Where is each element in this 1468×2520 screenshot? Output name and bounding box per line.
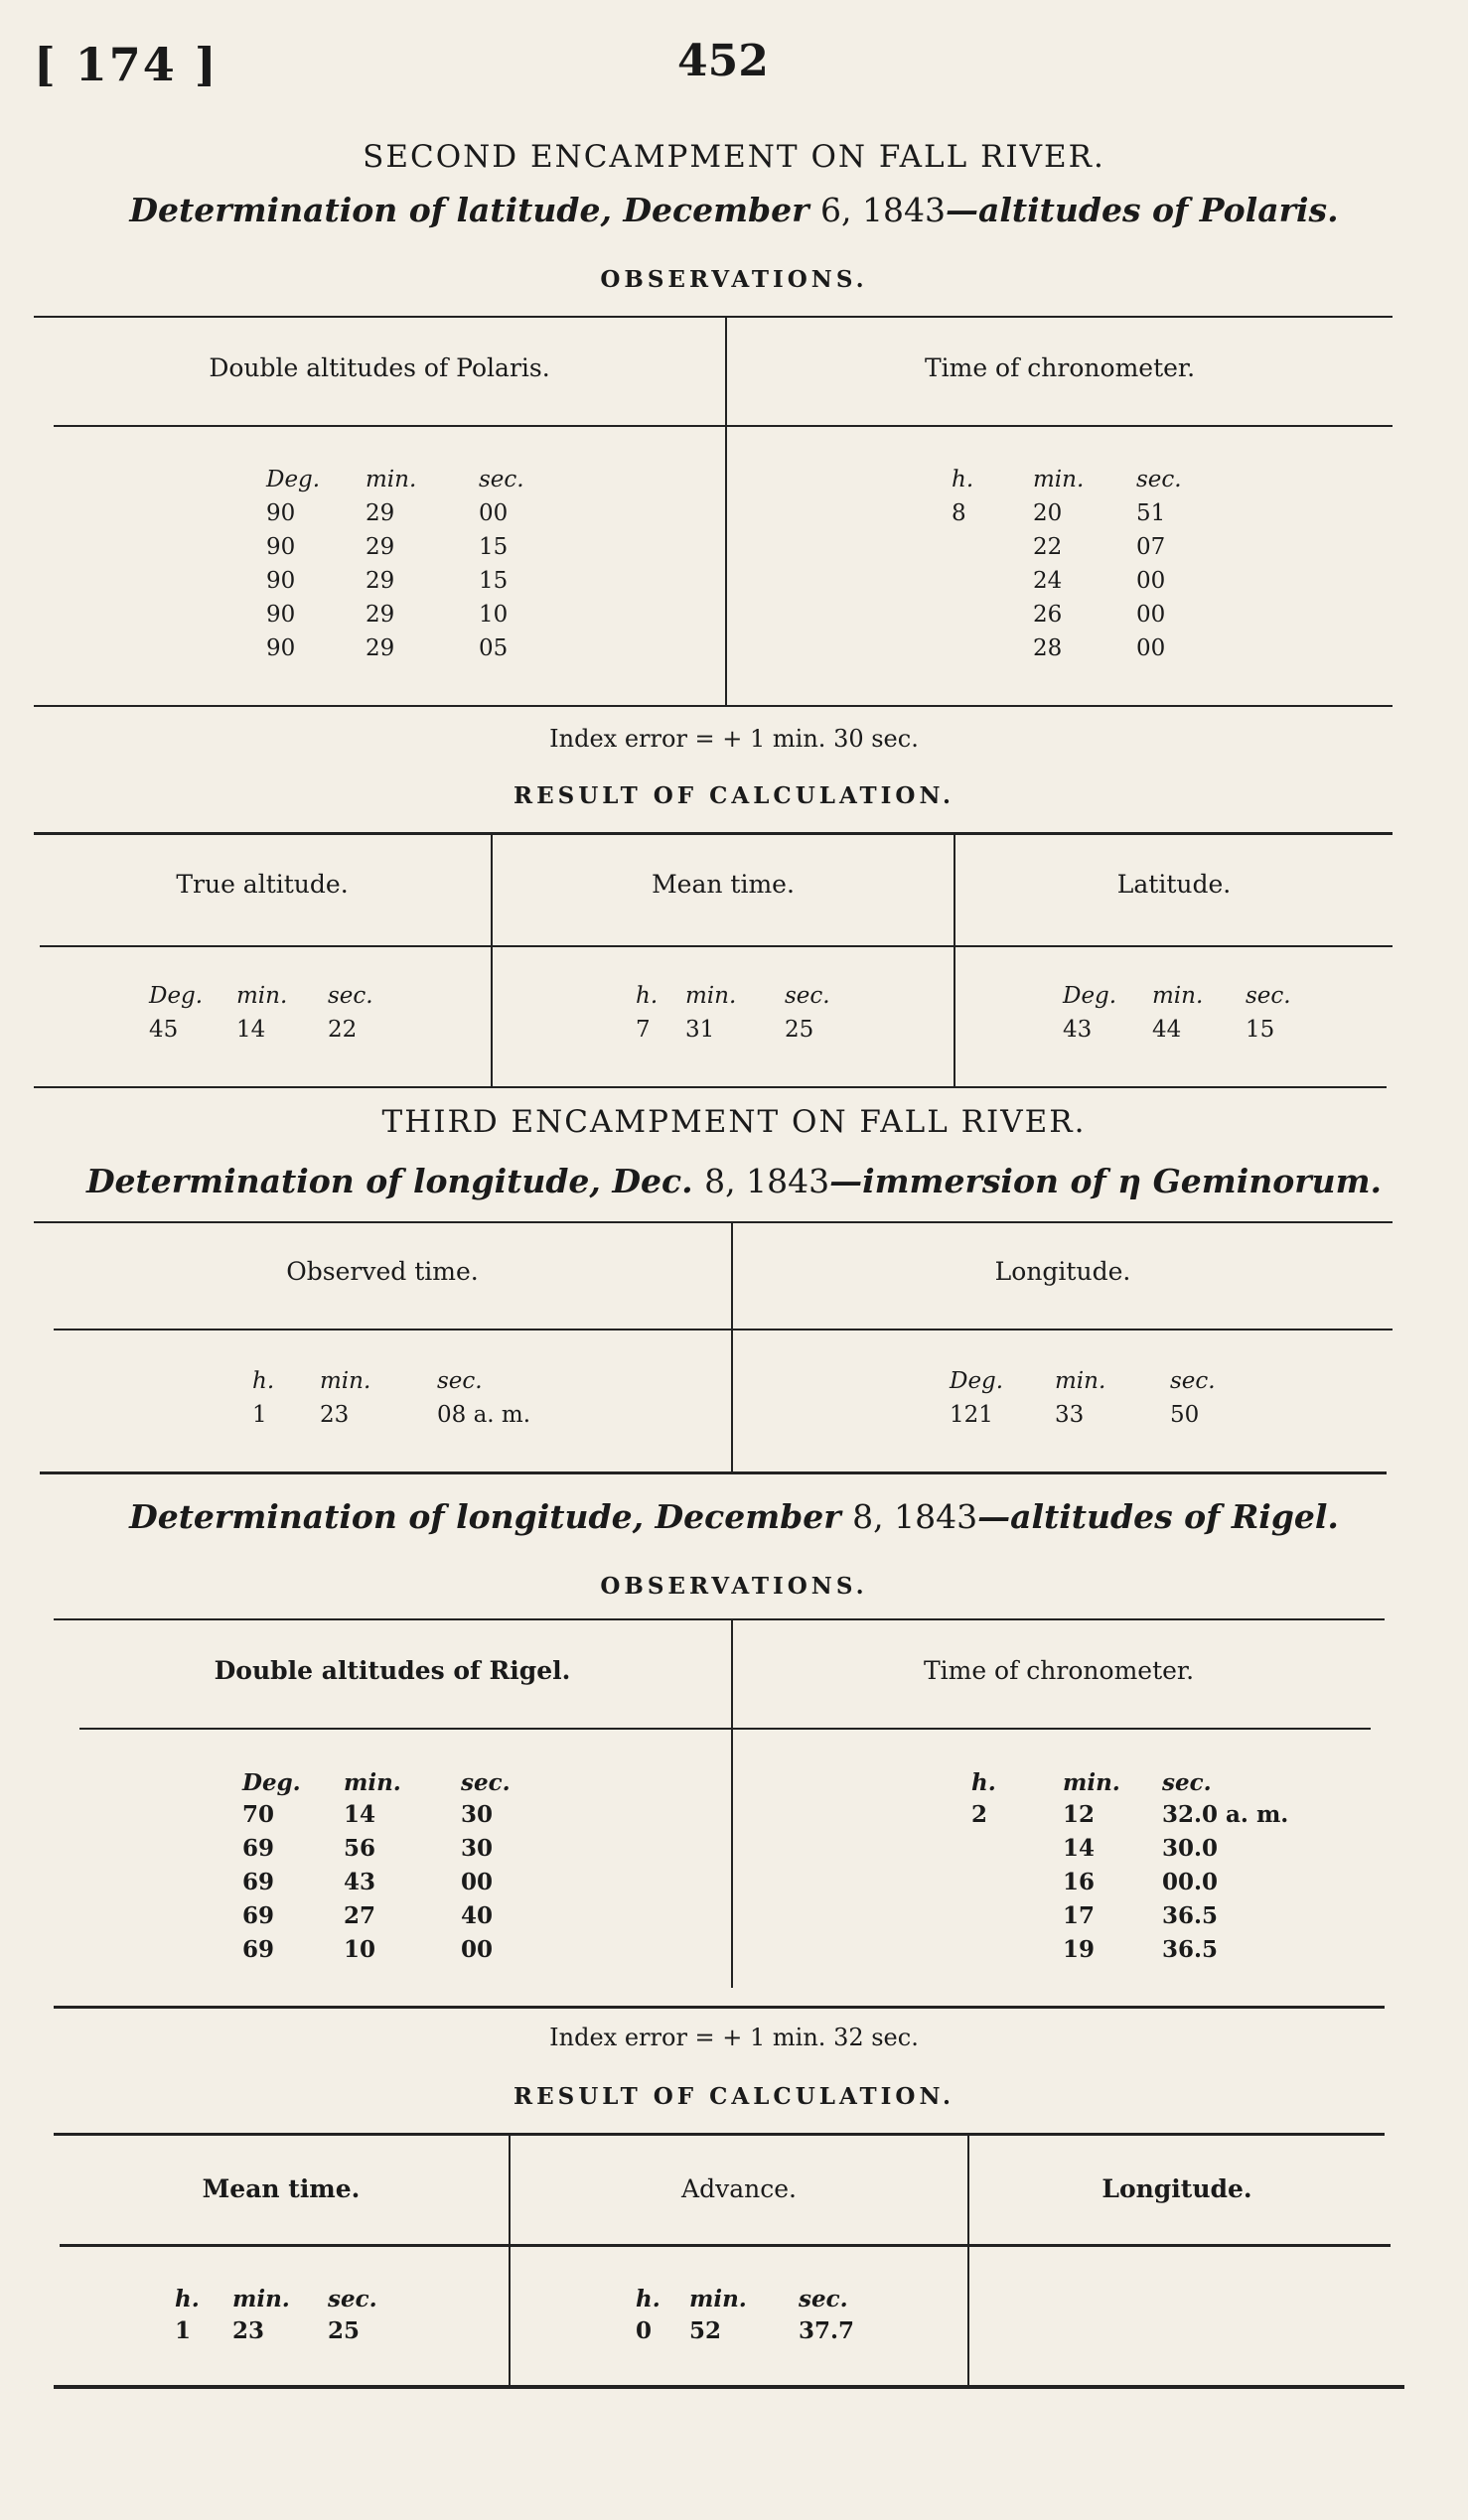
index-error-note: Index error = + 1 min. 30 sec. [549, 725, 919, 753]
observations-label: OBSERVATIONS. [600, 266, 868, 293]
unit-label: min. [344, 1769, 401, 1796]
cell-value: 27 [344, 1902, 376, 1929]
unit-label: min. [232, 2286, 290, 2312]
unit-label: sec. [785, 983, 830, 1009]
cell-value: 16 [1063, 1869, 1096, 1895]
cell-value: 69 [242, 1835, 275, 1862]
cell-value: 69 [242, 1936, 275, 1963]
subtitle-italic: Determination of latitude, December [129, 191, 809, 229]
unit-label: min. [689, 2286, 747, 2312]
table-rule [79, 1728, 1371, 1730]
cell-value: 22 [328, 1017, 358, 1043]
column-header-advance: Advance. [681, 2174, 797, 2203]
cell-value: 43 [344, 1869, 376, 1895]
table-rule [34, 1086, 1387, 1088]
unit-label: Deg. [1063, 983, 1117, 1009]
cell-value: 25 [785, 1017, 814, 1043]
section-title-second-encampment: SECOND ENCAMPMENT ON FALL RIVER. [363, 139, 1105, 175]
unit-label: Deg. [149, 983, 204, 1009]
table-rule [54, 1329, 1393, 1330]
table-rule [40, 945, 1393, 947]
cell-value: 0 [636, 2317, 653, 2344]
cell-value: 30.0 [1162, 1835, 1219, 1862]
cell-value: 36.5 [1162, 1902, 1219, 1929]
cell-value: 08 a. m. [437, 1402, 531, 1428]
column-divider [967, 2133, 969, 2385]
column-header-mean-time: Mean time. [652, 870, 795, 899]
unit-label: Deg. [242, 1769, 301, 1796]
unit-label: h. [636, 2286, 661, 2312]
unit-label: min. [236, 983, 288, 1009]
column-header-mean-time: Mean time. [202, 2174, 361, 2203]
unit-label: sec. [1246, 983, 1291, 1009]
cell-value: 12 [1063, 1801, 1096, 1828]
cell-value: 44 [1152, 1017, 1182, 1043]
unit-label: sec. [479, 467, 524, 492]
column-header-double-altitudes-rigel: Double altitudes of Rigel. [214, 1656, 571, 1685]
cell-value: 45 [149, 1017, 179, 1043]
column-header-longitude: Longitude. [994, 1257, 1131, 1286]
section-title-third-encampment: THIRD ENCAMPMENT ON FALL RIVER. [381, 1104, 1087, 1140]
cell-value: 22 [1033, 534, 1063, 560]
unit-label: h. [636, 983, 659, 1009]
cell-value: 37.7 [799, 2317, 855, 2344]
column-header-chronometer-rigel: Time of chronometer. [923, 1656, 1195, 1685]
cell-value: 14 [1063, 1835, 1096, 1862]
cell-value: 26 [1033, 602, 1063, 628]
cell-value: 29 [366, 500, 395, 526]
subtitle-date: 8, 1843 [704, 1162, 830, 1200]
cell-value: 2 [971, 1801, 988, 1828]
cell-value: 14 [344, 1801, 376, 1828]
cell-value: 15 [479, 568, 509, 594]
cell-value: 23 [320, 1402, 350, 1428]
cell-value: 90 [266, 534, 296, 560]
unit-label: min. [1033, 467, 1085, 492]
cell-value: 40 [461, 1902, 494, 1929]
cell-value: 69 [242, 1902, 275, 1929]
cell-value: 8 [952, 500, 966, 526]
unit-label: min. [1055, 1368, 1106, 1394]
cell-value: 69 [242, 1869, 275, 1895]
unit-label: Deg. [266, 467, 321, 492]
cell-value: 00 [461, 1869, 494, 1895]
table-rule [54, 1618, 1385, 1620]
cell-value: 24 [1033, 568, 1063, 594]
cell-value: 1 [252, 1402, 267, 1428]
cell-value: 33 [1055, 1402, 1085, 1428]
cell-value: 90 [266, 635, 296, 661]
table-rule [54, 425, 1393, 427]
cell-value: 00 [1136, 602, 1166, 628]
column-header-double-altitudes: Double altitudes of Polaris. [209, 353, 550, 382]
table-rule [34, 832, 1393, 835]
unit-label: min. [366, 467, 417, 492]
table-rule [60, 2244, 1391, 2247]
column-header-longitude: Longitude. [1101, 2174, 1252, 2203]
unit-label: sec. [1136, 467, 1182, 492]
cell-value: 121 [950, 1402, 993, 1428]
table-rule [54, 2385, 1404, 2389]
subtitle-tail: —altitudes of Rigel. [977, 1497, 1339, 1536]
cell-value: 14 [236, 1017, 266, 1043]
unit-label: h. [952, 467, 974, 492]
column-header-true-altitude: True altitude. [176, 870, 349, 899]
unit-label: min. [1063, 1769, 1120, 1796]
subtitle-tail: —altitudes of Polaris. [945, 191, 1339, 229]
cell-value: 70 [242, 1801, 275, 1828]
cell-value: 10 [479, 602, 509, 628]
cell-value: 23 [232, 2317, 265, 2344]
cell-value: 15 [1246, 1017, 1275, 1043]
cell-value: 19 [1063, 1936, 1096, 1963]
subtitle-date: 8, 1843 [852, 1497, 978, 1536]
cell-value: 15 [479, 534, 509, 560]
cell-value: 56 [344, 1835, 376, 1862]
cell-value: 20 [1033, 500, 1063, 526]
subtitle-tail: —immersion of η Geminorum. [829, 1162, 1383, 1200]
cell-value: 28 [1033, 635, 1063, 661]
column-header-latitude: Latitude. [1116, 870, 1232, 899]
cell-value: 00 [1136, 568, 1166, 594]
cell-value: 52 [689, 2317, 722, 2344]
cell-value: 10 [344, 1936, 376, 1963]
unit-label: sec. [1170, 1368, 1216, 1394]
index-error-note: Index error = + 1 min. 32 sec. [549, 2024, 919, 2051]
subtitle-italic: Determination of longitude, Dec. [85, 1162, 693, 1200]
column-header-observed-time: Observed time. [286, 1257, 479, 1286]
table-rule [54, 2006, 1385, 2009]
unit-label: sec. [437, 1368, 483, 1394]
table-rule [34, 705, 1393, 707]
cell-value: 00 [479, 500, 509, 526]
unit-label: min. [685, 983, 737, 1009]
unit-label: sec. [1162, 1769, 1212, 1796]
result-label: RESULT OF CALCULATION. [513, 782, 955, 809]
cell-value: 43 [1063, 1017, 1093, 1043]
cell-value: 07 [1136, 534, 1166, 560]
cell-value: 7 [636, 1017, 651, 1043]
unit-label: sec. [799, 2286, 848, 2312]
page-number: 452 [677, 36, 769, 86]
cell-value: 29 [366, 635, 395, 661]
cell-value: 17 [1063, 1902, 1096, 1929]
section-subtitle-rigel [0, 1497, 1468, 1536]
result-label: RESULT OF CALCULATION. [513, 2083, 955, 2110]
cell-value: 36.5 [1162, 1936, 1219, 1963]
cell-value: 05 [479, 635, 509, 661]
unit-label: min. [320, 1368, 371, 1394]
cell-value: 90 [266, 500, 296, 526]
unit-label: sec. [461, 1769, 511, 1796]
cell-value: 1 [175, 2317, 192, 2344]
cell-value: 00 [461, 1936, 494, 1963]
observations-label: OBSERVATIONS. [600, 1573, 868, 1600]
cell-value: 31 [685, 1017, 715, 1043]
cell-value: 00 [1136, 635, 1166, 661]
unit-label: sec. [328, 983, 373, 1009]
table-rule [40, 1471, 1387, 1474]
cell-value: 00.0 [1162, 1869, 1219, 1895]
cell-value: 29 [366, 602, 395, 628]
unit-label: h. [175, 2286, 200, 2312]
section-subtitle-latitude [0, 191, 1468, 229]
table-rule [54, 2133, 1385, 2136]
cell-value: 30 [461, 1835, 494, 1862]
column-header-chronometer: Time of chronometer. [924, 353, 1196, 382]
unit-label: min. [1152, 983, 1204, 1009]
cell-value: 32.0 a. m. [1162, 1801, 1289, 1828]
section-subtitle-longitude [0, 1162, 1468, 1200]
cell-value: 29 [366, 568, 395, 594]
unit-label: h. [971, 1769, 996, 1796]
cell-value: 29 [366, 534, 395, 560]
unit-label: sec. [328, 2286, 377, 2312]
cell-value: 90 [266, 602, 296, 628]
unit-label: h. [252, 1368, 275, 1394]
cell-value: 90 [266, 568, 296, 594]
subtitle-italic: Determination of longitude, December [129, 1497, 841, 1536]
cell-value: 51 [1136, 500, 1166, 526]
table-rule [34, 316, 1393, 318]
table-rule [34, 1221, 1393, 1223]
unit-label: Deg. [950, 1368, 1004, 1394]
page-reference: [ 174 ] [34, 38, 219, 91]
cell-value: 50 [1170, 1402, 1200, 1428]
cell-value: 25 [328, 2317, 361, 2344]
column-divider [509, 2133, 511, 2385]
subtitle-date: 6, 1843 [820, 191, 946, 229]
cell-value: 30 [461, 1801, 494, 1828]
